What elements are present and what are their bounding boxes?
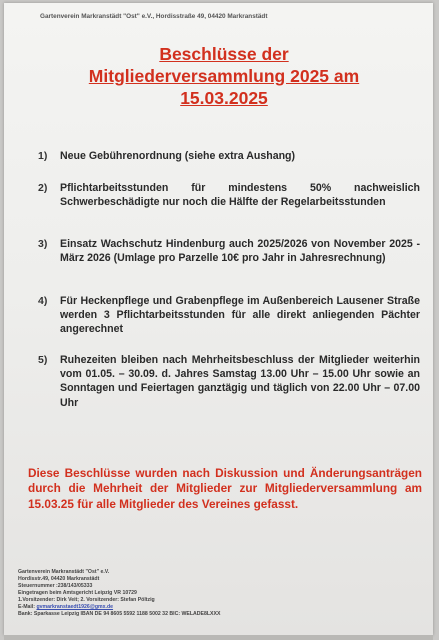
footer-address: Hordisstr.49, 04420 Markranstädt [18,576,100,582]
footer-club-name: Gartenverein Markranstädt "Ost" e.V. [18,569,110,575]
item-number: 1) [38,150,48,162]
list-item [38,294,420,337]
item-number: 5) [38,354,48,366]
item-text: Einsatz Wachschutz Hindenburg auch 2025/2026 von November 2025 - März 2026 (Umlage pro Parzelle 10€ pro Jahr in Jahresrechnung) [60,238,420,265]
document-page [4,3,433,635]
page-title [34,43,414,109]
item-text: Neue Gebührenordnung (siehe extra Aushang) [60,150,296,162]
footer-registry: Eingetragen beim Amtsgericht Leipzig VR 10729 [18,590,137,596]
item-text: Pflichtarbeitsstunden für mindestens 50% nachweislich Schwerbeschädigte nur noch die Hälfte der Regelarbeitsstunden [60,182,420,209]
list-item [38,149,420,163]
page-edge [4,635,433,640]
item-number: 4) [38,295,48,307]
title-line-2: Mitgliederversammlung 2025 am [88,66,360,86]
list-item [38,181,420,209]
list-item [38,237,420,265]
closing-statement: Diese Beschlüsse wurden nach Diskussion und Änderungsanträgen durch die Mehrheit der Mitglieder zur Mitgliederversammlung am 15.03.25 für alle Mitglieder des Vereines gefasst. [28,466,422,511]
item-text: Ruhezeiten bleiben nach Mehrheitsbeschluss der Mitglieder weiterhin vom 01.05. – 30.09. d. Jahres Samstag 13.00 Uhr – 15.00 Uhr sowie an Sonntagen und Feiertagen ganztägig und täglich von 22.00 Uhr – 07.00 Uhr [60,354,420,409]
item-number: 3) [38,238,48,250]
title-line-3: 15.03.2025 [180,88,268,108]
footer [18,569,318,618]
footer-chairpersons: 1.Vorsitzender: Dirk Veit; 2. Vorsitzender: Stefan Pöltzig [18,597,155,603]
footer-email [18,604,318,611]
item-number: 2) [38,182,48,194]
footer-tax-number: Steuernummer :238/143/05333 [18,583,93,589]
letterhead: Gartenverein Markranstädt "Ost" e.V., Hordisstraße 49, 04420 Markranstädt [40,13,268,20]
item-text: Für Heckenpflege und Grabenpflege im Außenbereich Lausener Straße werden 3 Pflichtarbeitsstunden für alle direkt anliegenden Pächter angerechnet [60,295,420,336]
footer-bank: Bank: Sparkasse Leipzig IBAN DE 94 8605 5592 1188 5002 32 BIC: WELADE8LXXX [18,611,221,617]
email-link[interactable]: gvmarkranstaedt1926@gmx.de [36,604,114,610]
list-item [38,353,420,410]
title-line-1: Beschlüsse der [159,44,289,64]
footer-email-label: E-Mail: [18,604,37,610]
